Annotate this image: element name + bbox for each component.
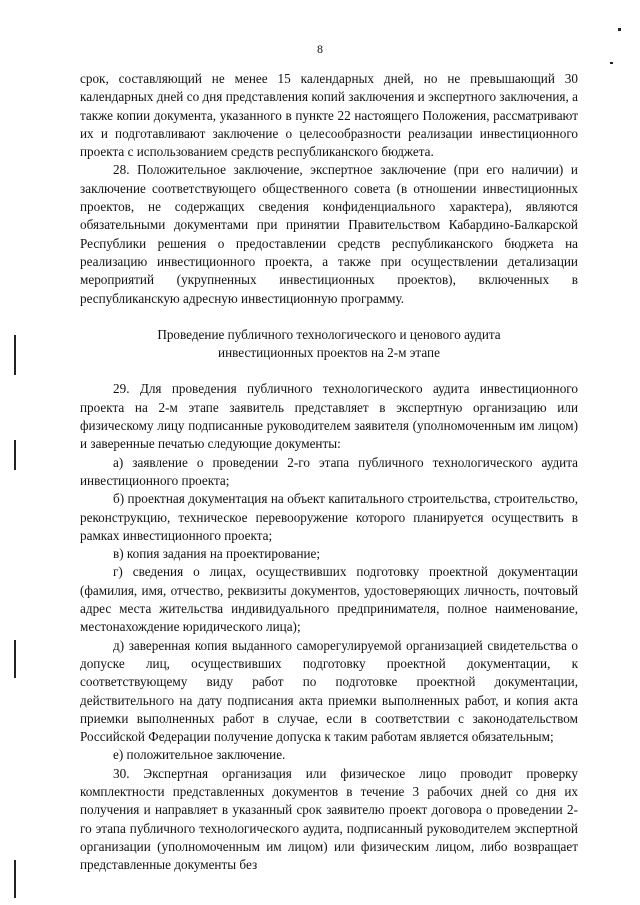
section-heading-line-1: Проведение публичного технологического и ценового аудита — [157, 326, 501, 342]
page-number: 8 — [317, 42, 323, 56]
paragraph-28: 28. Положительное заключение, экспертное заключение (при его наличии) и заключение соответствующего общественного совета (в отношении инвестиционных проектов, не содержащих сведения конфиденциального характера), являются обязательными документами при принятии Правительством Кабардино-Балкарской Республики решения о предоставлении средств республиканского бюджета на реализацию инвестиционного проекта, а также при осуществлении детализации мероприятий (укрупненных инвестиционных проектов), включенных в республиканскую адресную инвестиционную программу. — [80, 162, 578, 306]
scan-mark-right-1 — [618, 28, 621, 31]
list-item-b: б) проектная документация на объект капитального строительства, строительство, реконструкцию, техническое перевооружение которого планируется осуществить в рамках инвестиционного проекта; — [80, 491, 578, 543]
scan-mark-left-1 — [14, 335, 16, 375]
paragraph-30: 30. Экспертная организация или физическое лицо проводит проверку комплектности представленных документов в течение 3 рабочих дней со дня их получения и направляет в указанный срок заявителю проект договора о проведении 2-го этапа публичного технологического аудита, подписанный руководителем экспертной организации (уполномоченным им лицом) или физическим лицом, либо возвращает представленные документы без — [80, 765, 578, 873]
paragraph-continuation: срок, составляющий не менее 15 календарных дней, но не превышающий 30 календарных дней со дня представления копий заключения и экспертного заключения, а также копии документа, указанного в пункте 22 настоящего Положения, рассматривают их и подготавливают заключение о целесообразности реализации инвестиционного проекта с использованием средств республиканского бюджета. — [80, 71, 578, 160]
section-heading — [80, 326, 578, 363]
paragraph-29: 29. Для проведения публичного технологического аудита инвестиционного проекта на 2-м этапе заявитель представляет в экспертную организацию или физическому лицу подписанные руководителем заявителя (уполномоченным им лицом) и заверенные печатью следующие документы: — [80, 381, 578, 452]
scan-mark-left-2 — [14, 440, 16, 470]
scan-mark-right-2 — [610, 62, 613, 64]
document-body — [80, 70, 578, 874]
list-item-d: д) заверенная копия выданного саморегулируемой организацией свидетельства о допуске лиц, осуществивших подготовку проектной документации, к соответствующему виду работ по подготовке проектной документации, действительного на дату подписания акта приемки выполненных работ, и копия акта приемки выполненных работ в случае, если в соответствии с законодательством Российской Федерации получение допуска к таким работам является обязательным; — [80, 637, 578, 745]
scan-mark-left-4 — [14, 860, 16, 898]
list-item-g: г) сведения о лицах, осуществивших подготовку проектной документации (фамилия, имя, отчество, реквизиты документов, удостоверяющих личность, почтовый адрес места жительства индивидуального предпринимателя, полное наименование, местонахождение юридического лица); — [80, 564, 578, 635]
scan-mark-left-3 — [14, 640, 16, 678]
list-item-v: в) копия задания на проектирование; — [113, 546, 321, 562]
list-item-e: е) положительное заключение. — [113, 747, 286, 763]
section-heading-line-2: инвестиционных проектов на 2-м этапе — [218, 345, 440, 361]
list-item-a: а) заявление о проведении 2-го этапа публичного технологического аудита инвестиционного проекта; — [80, 454, 578, 488]
